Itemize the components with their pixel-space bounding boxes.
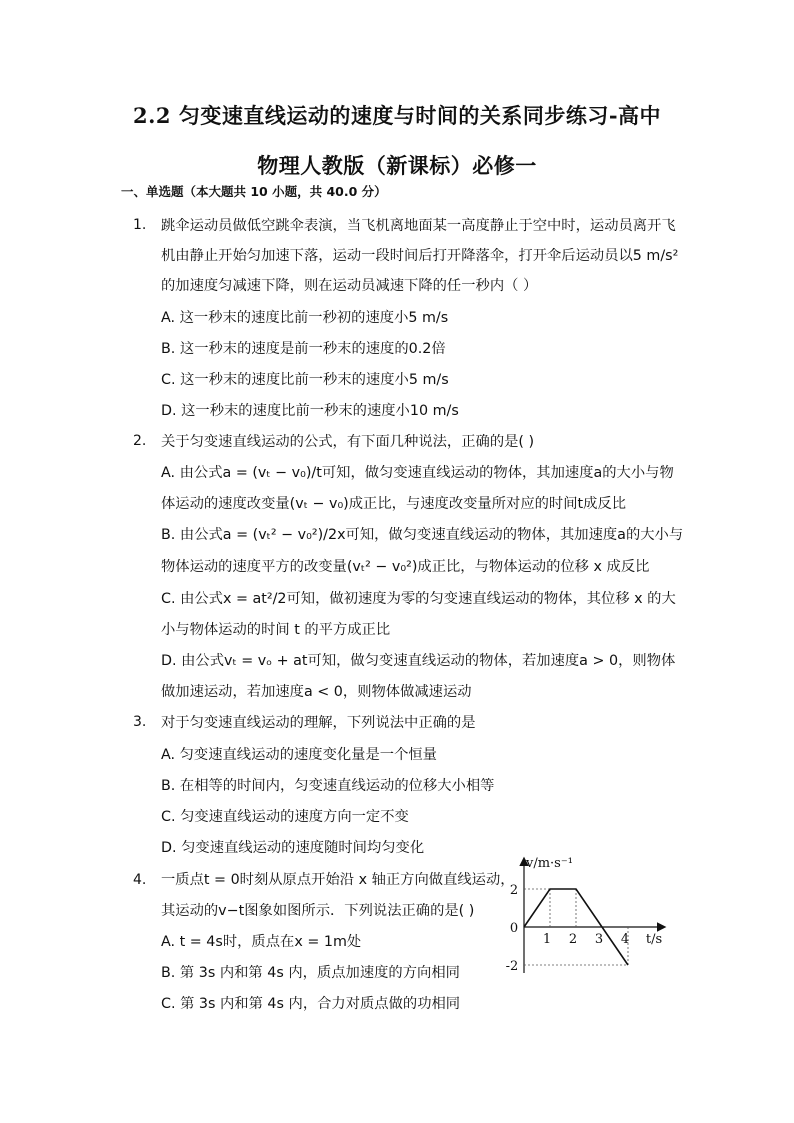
- title-line-1: 2.2 匀变速直线运动的速度与时间的关系同步练习-高中: [132, 103, 662, 128]
- question-2-option-a-line-2: 体运动的速度改变量(vₜ − v₀)成正比，与速度改变量所对应的时间t成反比: [161, 496, 627, 512]
- question-1-option-c[interactable]: C. 这一秒末的速度比前一秒末的速度小5 m/s: [161, 372, 449, 388]
- question-3-stem: 对于匀变速直线运动的理解，下列说法中正确的是: [161, 715, 476, 731]
- question-4-stem-line-2: 其运动的v−t图象如图所示．下列说法正确的是( ): [161, 903, 475, 919]
- graph-labels: [506, 856, 662, 974]
- question-2-option-d-line-1[interactable]: D. 由公式vₜ = vₒ + at可知，做匀变速直线运动的物体，若加速度a > 0，则物体: [161, 653, 676, 669]
- y-tick-label-2: 2: [509, 883, 519, 898]
- question-1-number: 1.: [133, 217, 147, 233]
- question-3-option-c[interactable]: C. 匀变速直线运动的速度方向一定不变: [161, 809, 409, 825]
- question-3-option-b[interactable]: B. 在相等的时间内，匀变速直线运动的位移大小相等: [161, 778, 495, 794]
- x-tick-label-2: 2: [568, 932, 578, 947]
- x-tick-label-4: 4: [620, 932, 630, 947]
- question-1-stem-line-2: 机由静止开始匀加速下落，运动一段时间后打开降落伞，打开伞后运动员以5 m/s²: [161, 248, 679, 264]
- question-3-number: 3.: [133, 714, 147, 730]
- question-2-option-c-line-2: 小与物体运动的时间 t 的平方成正比: [161, 622, 391, 638]
- question-1-option-b[interactable]: B. 这一秒末的速度是前一秒末的速度的0.2倍: [161, 341, 446, 357]
- question-1-option-a[interactable]: A. 这一秒末的速度比前一秒初的速度小5 m/s: [161, 310, 449, 326]
- question-2-number: 2.: [133, 433, 147, 449]
- question-1-stem-line-1: 跳伞运动员做低空跳伞表演，当飞机离地面某一高度静止于空中时，运动员离开飞: [161, 218, 676, 234]
- section-heading: 一、单选题（本大题共 10 小题，共 40.0 分）: [121, 184, 387, 199]
- question-2-option-b-line-1[interactable]: B. 由公式a = (vₜ² − v₀²)/2x可知，做匀变速直线运动的物体，其加速度a的大小与: [161, 527, 684, 543]
- question-4-option-b[interactable]: B. 第 3s 内和第 4s 内，质点加速度的方向相同: [161, 965, 460, 981]
- question-4-stem-line-1: 一质点t = 0时刻从原点开始沿 x 轴正方向做直线运动，: [161, 872, 515, 888]
- y-axis-label: v/m·s⁻¹: [526, 856, 573, 871]
- title-line-2: 物理人教版（新课标）必修一: [257, 153, 537, 178]
- x-tick-label-3: 3: [594, 932, 604, 947]
- question-4-option-c[interactable]: C. 第 3s 内和第 4s 内，合力对质点做的功相同: [161, 996, 461, 1012]
- x-axis-label: t/s: [645, 932, 663, 947]
- y-tick-label-neg2: -2: [505, 959, 519, 974]
- question-2-option-d-line-2: 做加速运动，若加速度a < 0，则物体做减速运动: [161, 684, 472, 700]
- question-3-option-a[interactable]: A. 匀变速直线运动的速度变化量是一个恒量: [161, 747, 437, 763]
- question-4-option-a[interactable]: A. t = 4s时，质点在x = 1m处: [161, 934, 362, 950]
- question-4-number: 4.: [133, 872, 147, 888]
- question-1-option-d[interactable]: D. 这一秒末的速度比前一秒末的速度小10 m/s: [161, 403, 459, 419]
- x-tick-label-1: 1: [542, 932, 552, 947]
- vt-graph: [494, 855, 674, 977]
- question-1-stem-line-3: 的加速度匀减速下降，则在运动员减速下降的任一秒内（ ）: [161, 278, 538, 294]
- question-2-option-a-line-1[interactable]: A. 由公式a = (vₜ − v₀)/t可知，做匀变速直线运动的物体，其加速度a的大小与物: [161, 465, 674, 481]
- question-2-option-c-line-1[interactable]: C. 由公式x = at²/2可知，做初速度为零的匀变速直线运动的物体，其位移 x 的大: [161, 591, 676, 607]
- question-2-option-b-line-2: 物体运动的速度平方的改变量(vₜ² − v₀²)成正比，与物体运动的位移 x 成反比: [161, 559, 650, 575]
- question-3-option-d[interactable]: D. 匀变速直线运动的速度随时间均匀变化: [161, 840, 425, 856]
- y-tick-label-0: 0: [509, 921, 519, 936]
- question-2-stem: 关于匀变速直线运动的公式，有下面几种说法，正确的是( ): [161, 434, 535, 450]
